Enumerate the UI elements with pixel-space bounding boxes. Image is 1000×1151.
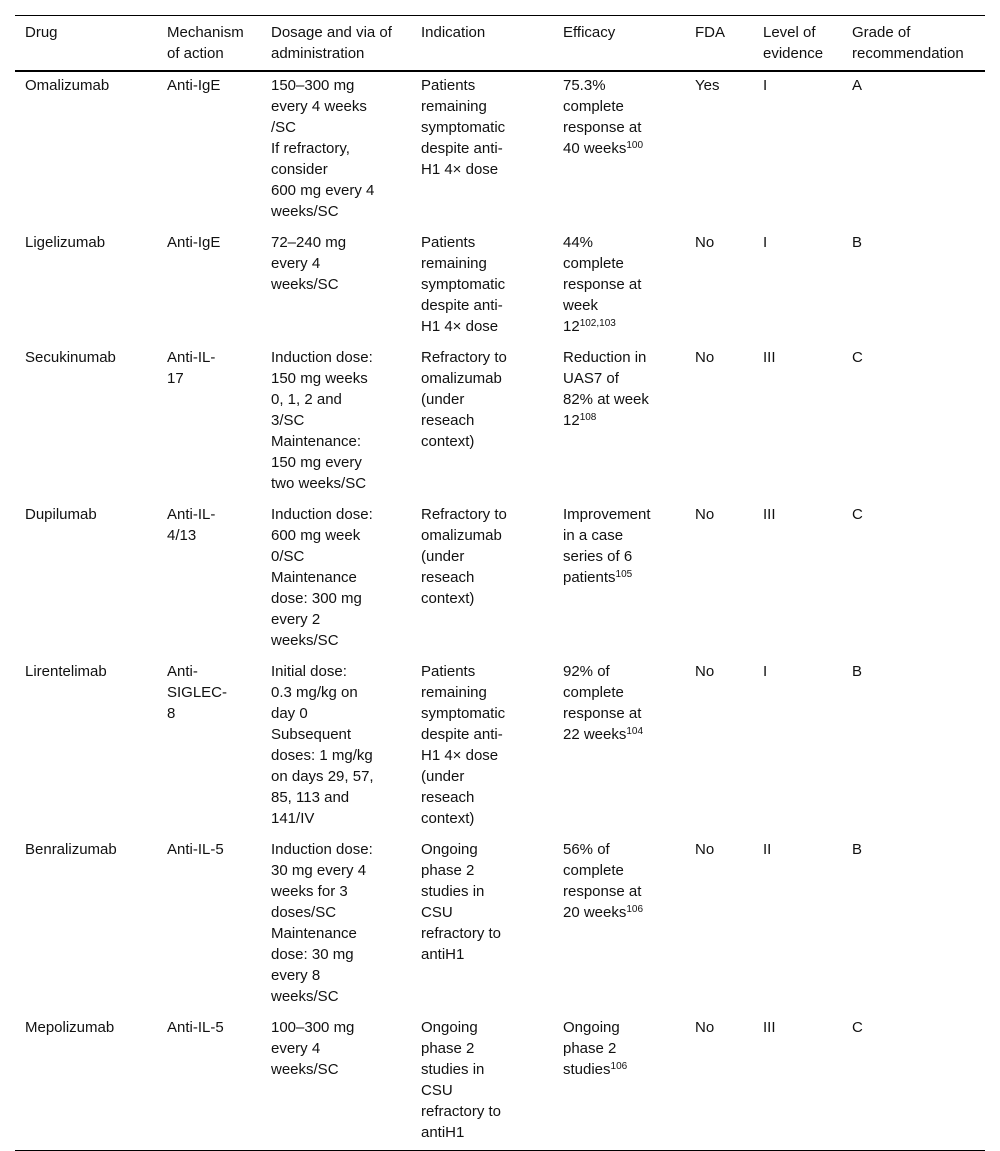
indication-text: symptomatic	[421, 705, 506, 722]
indication-text: symptomatic	[421, 276, 506, 293]
efficacy-line	[563, 232, 675, 253]
level-value: III	[763, 506, 776, 523]
level-cell	[753, 658, 842, 836]
indication-text: despite anti-	[421, 297, 503, 314]
indication-text: (under	[421, 768, 465, 785]
level-value: I	[763, 234, 768, 251]
dosage-text: If refractory,	[271, 140, 350, 157]
mechanism-text: Anti-IgE	[167, 77, 221, 94]
indication-text: phase 2	[421, 862, 475, 879]
grade-cell	[842, 229, 985, 344]
fda-value: No	[695, 841, 715, 858]
table-row	[15, 836, 985, 1014]
drug-cell	[15, 501, 157, 658]
efficacy-cell	[553, 344, 685, 501]
efficacy-cell	[553, 658, 685, 836]
level-cell	[753, 501, 842, 658]
efficacy-line	[563, 525, 675, 546]
drug-cell	[15, 836, 157, 1014]
efficacy-text: 56% of	[563, 841, 610, 858]
efficacy-text: 44%	[563, 234, 594, 251]
fda-value: Yes	[695, 77, 720, 94]
dosage-cell	[261, 1014, 411, 1151]
drug-text: Secukinumab	[25, 349, 116, 366]
reference-superscript: 108	[579, 412, 597, 423]
efficacy-line	[563, 316, 675, 337]
fda-value: No	[695, 663, 715, 680]
dosage-text: dose: 30 mg	[271, 946, 354, 963]
efficacy-text: complete	[563, 255, 624, 272]
mechanism-cell	[157, 836, 261, 1014]
indication-text: studies in	[421, 1061, 485, 1078]
efficacy-line	[563, 1059, 675, 1080]
indication-text: Patients	[421, 663, 476, 680]
dosage-text: 600 mg week	[271, 527, 361, 544]
efficacy-line	[563, 546, 675, 567]
header-row	[15, 16, 985, 72]
dosage-cell	[261, 229, 411, 344]
grade-value: C	[852, 1019, 863, 1036]
dosage-text: Subsequent	[271, 726, 352, 743]
indication-cell	[411, 1014, 553, 1151]
column-header-line: Drug	[25, 24, 58, 41]
dosage-text: on days 29, 57,	[271, 768, 374, 785]
grade-value: C	[852, 349, 863, 366]
efficacy-text: 92% of	[563, 663, 610, 680]
fda-cell	[685, 836, 753, 1014]
dosage-text: doses: 1 mg/kg	[271, 747, 373, 764]
dosage-cell	[261, 501, 411, 658]
grade-value: B	[852, 234, 863, 251]
reference-superscript: 105	[615, 569, 633, 580]
efficacy-text: response at	[563, 119, 642, 136]
dosage-cell	[261, 71, 411, 229]
indication-text: CSU	[421, 1082, 453, 1099]
efficacy-line	[563, 75, 675, 96]
efficacy-line	[563, 881, 675, 902]
fda-cell	[685, 71, 753, 229]
fda-value: No	[695, 349, 715, 366]
table-row	[15, 501, 985, 658]
column-header-level	[753, 16, 842, 72]
fda-cell	[685, 344, 753, 501]
reference-superscript: 106	[626, 904, 644, 915]
indication-text: omalizumab	[421, 370, 502, 387]
fda-cell	[685, 658, 753, 836]
dosage-text: 0, 1, 2 and	[271, 391, 342, 408]
dosage-text: 0.3 mg/kg on	[271, 684, 358, 701]
level-cell	[753, 344, 842, 501]
column-header-dosage	[261, 16, 411, 72]
dosage-text: /SC	[271, 119, 297, 136]
indication-text: reseach	[421, 569, 475, 586]
dosage-text: weeks/SC	[271, 988, 339, 1005]
dosage-text: every 8	[271, 967, 321, 984]
grade-value: B	[852, 841, 863, 858]
indication-text: Patients	[421, 234, 476, 251]
drug-table	[15, 15, 985, 1151]
indication-text: Ongoing	[421, 841, 478, 858]
efficacy-text: complete	[563, 98, 624, 115]
efficacy-line	[563, 860, 675, 881]
drug-cell	[15, 229, 157, 344]
dosage-text: 150 mg every	[271, 454, 362, 471]
level-value: III	[763, 349, 776, 366]
table-container	[15, 15, 985, 1151]
dosage-text: every 4 weeks	[271, 98, 367, 115]
dosage-text: Induction dose:	[271, 506, 373, 523]
grade-cell	[842, 344, 985, 501]
efficacy-text: 82% at week	[563, 391, 649, 408]
grade-value: A	[852, 77, 863, 94]
dosage-text: two weeks/SC	[271, 475, 367, 492]
fda-value: No	[695, 506, 715, 523]
dosage-text: dose: 300 mg	[271, 590, 362, 607]
column-header-grade	[842, 16, 985, 72]
indication-text: omalizumab	[421, 527, 502, 544]
indication-text: phase 2	[421, 1040, 475, 1057]
dosage-text: Maintenance	[271, 925, 357, 942]
dosage-text: weeks/SC	[271, 632, 339, 649]
dosage-text: every 4	[271, 1040, 321, 1057]
efficacy-text: response at	[563, 705, 642, 722]
indication-text: (under	[421, 391, 465, 408]
drug-cell	[15, 344, 157, 501]
level-cell	[753, 71, 842, 229]
dosage-text: Maintenance	[271, 569, 357, 586]
dosage-text: Induction dose:	[271, 349, 373, 366]
dosage-text: 30 mg every 4	[271, 862, 367, 879]
dosage-text: 85, 113 and	[271, 789, 350, 806]
indication-text: studies in	[421, 883, 485, 900]
dosage-text: doses/SC	[271, 904, 337, 921]
efficacy-line	[563, 274, 675, 295]
mechanism-text: 4/13	[167, 527, 197, 544]
drug-cell	[15, 658, 157, 836]
dosage-text: 72–240 mg	[271, 234, 347, 251]
column-header-line: Dosage and via of	[271, 24, 392, 41]
level-value: II	[763, 841, 772, 858]
efficacy-text: series of 6	[563, 548, 633, 565]
efficacy-line	[563, 839, 675, 860]
table-row	[15, 344, 985, 501]
level-cell	[753, 1014, 842, 1151]
dosage-text: every 2	[271, 611, 321, 628]
indication-text: refractory to	[421, 1103, 502, 1120]
indication-cell	[411, 658, 553, 836]
level-cell	[753, 836, 842, 1014]
dosage-text: every 4	[271, 255, 321, 272]
efficacy-line	[563, 661, 675, 682]
fda-value: No	[695, 1019, 715, 1036]
dosage-text: weeks/SC	[271, 276, 339, 293]
indication-text: (under	[421, 548, 465, 565]
indication-text: H1 4× dose	[421, 747, 499, 764]
drug-text: Lirentelimab	[25, 663, 107, 680]
efficacy-text: Ongoing	[563, 1019, 620, 1036]
column-header-line: FDA	[695, 24, 725, 41]
drug-text: Ligelizumab	[25, 234, 106, 251]
efficacy-line	[563, 368, 675, 389]
mechanism-text: Anti-IL-5	[167, 1019, 224, 1036]
mechanism-text: Anti-IL-	[167, 349, 216, 366]
level-value: I	[763, 663, 768, 680]
indication-text: antiH1	[421, 946, 465, 963]
indication-text: Ongoing	[421, 1019, 478, 1036]
efficacy-line	[563, 902, 675, 923]
reference-superscript: 102,103	[579, 318, 616, 329]
dosage-text: Initial dose:	[271, 663, 347, 680]
efficacy-line	[563, 410, 675, 431]
indication-text: despite anti-	[421, 140, 503, 157]
dosage-text: 100–300 mg	[271, 1019, 355, 1036]
table-header	[15, 16, 985, 72]
drug-cell	[15, 71, 157, 229]
efficacy-text: phase 2	[563, 1040, 617, 1057]
efficacy-text: UAS7 of	[563, 370, 619, 387]
mechanism-cell	[157, 229, 261, 344]
mechanism-text: SIGLEC-	[167, 684, 228, 701]
efficacy-line	[563, 504, 675, 525]
column-header-efficacy	[553, 16, 685, 72]
efficacy-line	[563, 138, 675, 159]
efficacy-line	[563, 567, 675, 588]
reference-superscript: 104	[626, 726, 644, 737]
fda-cell	[685, 1014, 753, 1151]
column-header-indication	[411, 16, 553, 72]
fda-value: No	[695, 234, 715, 251]
efficacy-text: 12	[563, 412, 580, 429]
efficacy-text: response at	[563, 883, 642, 900]
efficacy-text: in a case	[563, 527, 624, 544]
indication-text: Refractory to	[421, 506, 507, 523]
drug-text: Dupilumab	[25, 506, 97, 523]
efficacy-text: 20 weeks	[563, 904, 627, 921]
indication-text: context)	[421, 810, 475, 827]
efficacy-text: 40 weeks	[563, 140, 627, 157]
reference-superscript: 106	[610, 1061, 628, 1072]
efficacy-line	[563, 1017, 675, 1038]
indication-text: despite anti-	[421, 726, 503, 743]
efficacy-line	[563, 347, 675, 368]
indication-text: context)	[421, 590, 475, 607]
indication-text: H1 4× dose	[421, 161, 499, 178]
level-value: I	[763, 77, 768, 94]
grade-cell	[842, 71, 985, 229]
dosage-text: weeks/SC	[271, 1061, 339, 1078]
efficacy-cell	[553, 836, 685, 1014]
mechanism-cell	[157, 71, 261, 229]
efficacy-line	[563, 1038, 675, 1059]
column-header-line: of action	[167, 45, 224, 62]
indication-text: refractory to	[421, 925, 502, 942]
indication-text: antiH1	[421, 1124, 465, 1141]
dosage-cell	[261, 344, 411, 501]
reference-superscript: 100	[626, 140, 644, 151]
column-header-line: Level of	[763, 24, 816, 41]
drug-text: Omalizumab	[25, 77, 110, 94]
dosage-text: weeks/SC	[271, 203, 339, 220]
grade-cell	[842, 1014, 985, 1151]
column-header-line: Indication	[421, 24, 486, 41]
level-value: III	[763, 1019, 776, 1036]
efficacy-line	[563, 96, 675, 117]
table-row	[15, 229, 985, 344]
indication-cell	[411, 229, 553, 344]
indication-text: context)	[421, 433, 475, 450]
column-header-fda	[685, 16, 753, 72]
indication-text: reseach	[421, 789, 475, 806]
column-header-line: recommendation	[852, 45, 964, 62]
efficacy-cell	[553, 229, 685, 344]
table-row	[15, 658, 985, 836]
mechanism-text: 8	[167, 705, 176, 722]
grade-value: B	[852, 663, 863, 680]
dosage-text: 141/IV	[271, 810, 315, 827]
column-header-line: Efficacy	[563, 24, 616, 41]
indication-text: symptomatic	[421, 119, 506, 136]
grade-cell	[842, 501, 985, 658]
indication-cell	[411, 836, 553, 1014]
table-row	[15, 1014, 985, 1151]
drug-text: Benralizumab	[25, 841, 117, 858]
indication-text: Patients	[421, 77, 476, 94]
fda-cell	[685, 501, 753, 658]
dosage-text: 600 mg every 4	[271, 182, 375, 199]
efficacy-line	[563, 253, 675, 274]
indication-text: H1 4× dose	[421, 318, 499, 335]
indication-text: Refractory to	[421, 349, 507, 366]
dosage-cell	[261, 658, 411, 836]
indication-text: CSU	[421, 904, 453, 921]
efficacy-text: week	[563, 297, 599, 314]
grade-cell	[842, 836, 985, 1014]
dosage-cell	[261, 836, 411, 1014]
column-header-line: administration	[271, 45, 365, 62]
mechanism-cell	[157, 501, 261, 658]
fda-cell	[685, 229, 753, 344]
grade-value: C	[852, 506, 863, 523]
dosage-text: Maintenance:	[271, 433, 362, 450]
mechanism-text: Anti-	[167, 663, 198, 680]
dosage-text: Induction dose:	[271, 841, 373, 858]
efficacy-text: 75.3%	[563, 77, 606, 94]
column-header-line: Grade of	[852, 24, 911, 41]
mechanism-cell	[157, 1014, 261, 1151]
mechanism-text: Anti-IL-5	[167, 841, 224, 858]
dosage-text: 3/SC	[271, 412, 305, 429]
dosage-text: weeks for 3	[271, 883, 348, 900]
drug-text: Mepolizumab	[25, 1019, 115, 1036]
efficacy-cell	[553, 1014, 685, 1151]
table-row	[15, 71, 985, 229]
indication-cell	[411, 344, 553, 501]
indication-text: remaining	[421, 684, 487, 701]
efficacy-line	[563, 295, 675, 316]
efficacy-text: Reduction in	[563, 349, 647, 366]
grade-cell	[842, 658, 985, 836]
dosage-text: day 0	[271, 705, 308, 722]
column-header-line: evidence	[763, 45, 824, 62]
indication-cell	[411, 71, 553, 229]
dosage-text: 0/SC	[271, 548, 305, 565]
drug-cell	[15, 1014, 157, 1151]
column-header-line: Mechanism	[167, 24, 244, 41]
efficacy-text: 12	[563, 318, 580, 335]
efficacy-text: complete	[563, 862, 624, 879]
efficacy-cell	[553, 501, 685, 658]
level-cell	[753, 229, 842, 344]
dosage-text: 150–300 mg	[271, 77, 355, 94]
dosage-text: 150 mg weeks	[271, 370, 368, 387]
table-body	[15, 71, 985, 1151]
mechanism-cell	[157, 344, 261, 501]
efficacy-cell	[553, 71, 685, 229]
efficacy-text: 22 weeks	[563, 726, 627, 743]
indication-text: remaining	[421, 255, 487, 272]
efficacy-line	[563, 703, 675, 724]
efficacy-text: patients	[563, 569, 616, 586]
efficacy-text: response at	[563, 276, 642, 293]
column-header-drug	[15, 16, 157, 72]
column-header-mechanism	[157, 16, 261, 72]
mechanism-text: Anti-IgE	[167, 234, 221, 251]
efficacy-text: Improvement	[563, 506, 651, 523]
efficacy-line	[563, 389, 675, 410]
mechanism-text: 17	[167, 370, 184, 387]
efficacy-line	[563, 682, 675, 703]
efficacy-line	[563, 117, 675, 138]
efficacy-line	[563, 724, 675, 745]
mechanism-cell	[157, 658, 261, 836]
mechanism-text: Anti-IL-	[167, 506, 216, 523]
indication-text: remaining	[421, 98, 487, 115]
indication-cell	[411, 501, 553, 658]
efficacy-text: studies	[563, 1061, 611, 1078]
indication-text: reseach	[421, 412, 475, 429]
efficacy-text: complete	[563, 684, 624, 701]
dosage-text: consider	[271, 161, 328, 178]
